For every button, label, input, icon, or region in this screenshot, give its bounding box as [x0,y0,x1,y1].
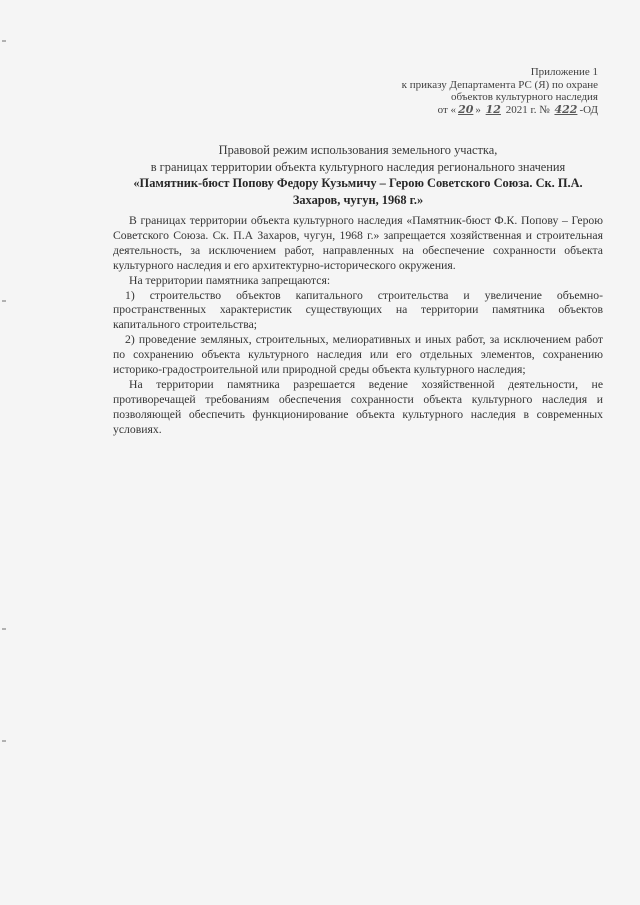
title-monument-name-cont: Захаров, чугун, 1968 г.» [292,192,424,207]
appendix-department: объектов культурного наследия [451,91,598,103]
appendix-date-line [402,104,598,117]
list-item-1: 1) строительство объектов капитального строительства и увеличение объемно-пространственных характеристик существующих на территории памятника объектов капитального строительства; [113,288,603,332]
scan-margin-mark [2,40,6,42]
handwritten-month: 12 [485,102,501,116]
appendix-header [402,66,598,116]
paragraph-permitted: На территории памятника разрешается ведение хозяйственной деятельности, не противоречащей требованиям обеспечения сохранности объекта культурного наследия и позволяющей обеспечить функционирование объекта культурного наследия в современных условиях. [113,377,603,436]
date-prefix: от « [437,103,457,116]
document-title [100,142,616,208]
handwritten-day: 20 [458,102,474,116]
appendix-order-reference: к приказу Департамента РС (Я) по охране [401,78,598,91]
scan-margin-mark [2,628,6,630]
title-line-2: в границах территории объекта культурного наследия регионального значения [150,159,566,174]
paragraph-restriction: В границах территории объекта культурного наследия «Памятник-бюст Ф.К. Попову – Герою Советского Союза. Ск. П.А Захаров, чугун, 1968 г.» запрещается хозяйственная и строительная деятельность, за исключением работ, направленных на обеспечение сохранности объекта культурного наследия и его архитектурно-исторического окружения. [113,214,603,272]
handwritten-order-number: 422 [554,102,578,116]
date-mid: » [475,103,484,116]
paragraph-prohibited-intro: На территории памятника запрещаются: [129,273,331,287]
document-body [113,214,603,438]
scan-margin-mark [2,740,6,742]
list-item-2: 2) проведение земляных, строительных, мелиоративных и иных работ, за исключением работ по сохранению объекта культурного наследия или его отдельных элементов, сохранению историко-градостроительной или природной среды объекта культурного наследия; [113,333,603,377]
order-suffix: -ОД [579,103,598,116]
title-monument-name: «Памятник-бюст Попову Федору Кузьмичу – Герою Советского Союза. Ск. П.А. [133,176,583,190]
date-year: 2021 г. № [502,103,553,116]
scan-margin-mark [2,300,6,302]
title-line-1: Правовой режим использования земельного участка, [218,143,498,157]
appendix-number: Приложение 1 [530,66,598,78]
